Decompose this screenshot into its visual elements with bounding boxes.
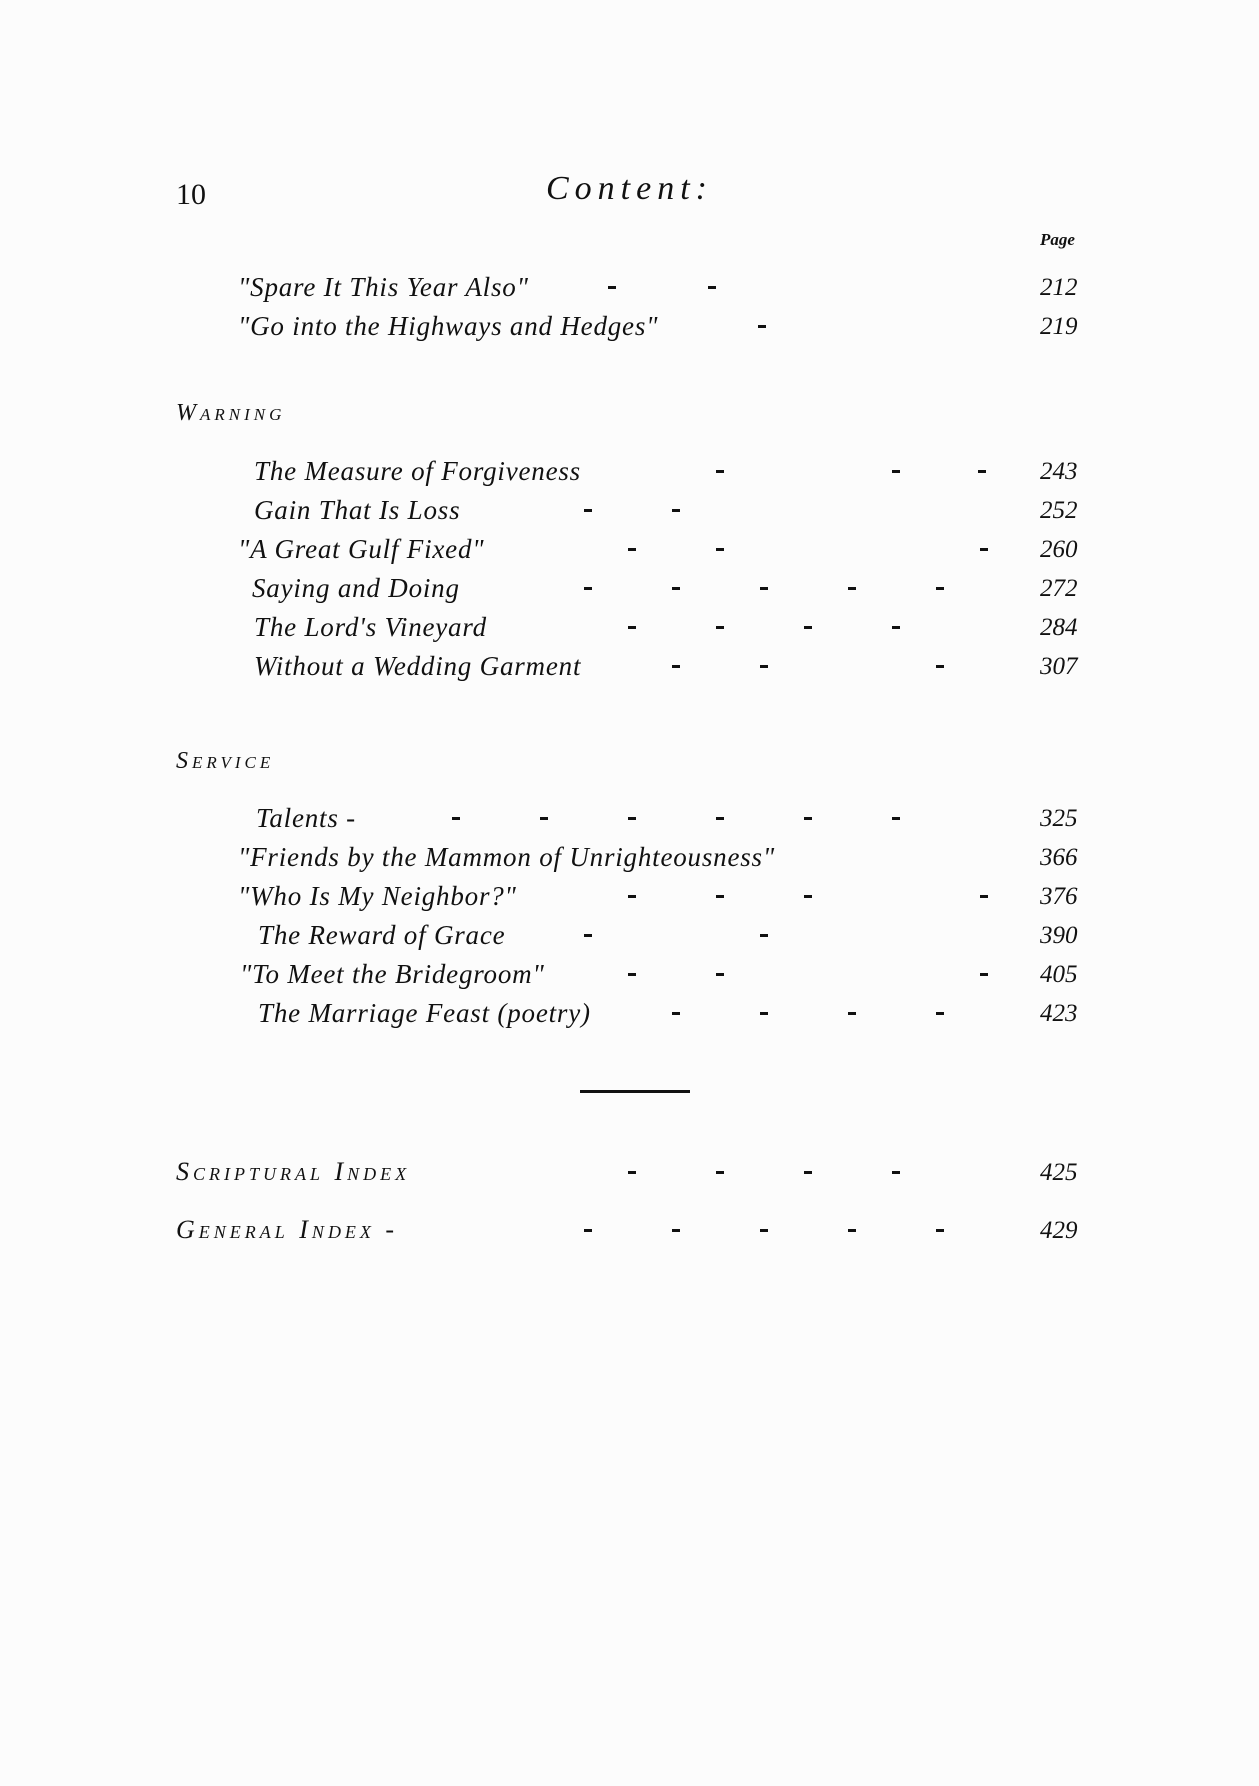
leader-dash bbox=[628, 548, 636, 551]
leader-dash bbox=[936, 665, 944, 668]
leader-dash bbox=[672, 587, 680, 590]
toc-entry-title: The Measure of Forgiveness bbox=[254, 456, 581, 486]
toc-entry-page: 376 bbox=[1040, 883, 1078, 910]
index-entry bbox=[0, 1215, 1259, 1255]
leader-dash bbox=[848, 1229, 856, 1232]
toc-entry bbox=[0, 534, 1259, 574]
toc-entry-title: Without a Wedding Garment bbox=[254, 651, 582, 681]
toc-entry-title: "Friends by the Mammon of Unrighteousness" bbox=[238, 842, 775, 872]
leader-dash bbox=[672, 509, 680, 512]
leader-dash bbox=[716, 973, 724, 976]
leader-dash bbox=[936, 587, 944, 590]
leader-dash bbox=[584, 934, 592, 937]
toc-entry-page: 219 bbox=[1040, 313, 1078, 340]
leader-dash bbox=[716, 548, 724, 551]
leader-dash bbox=[978, 470, 986, 473]
toc-entry bbox=[0, 651, 1259, 691]
toc-entry bbox=[0, 456, 1259, 496]
toc-entry-title: "Spare It This Year Also" bbox=[238, 272, 529, 302]
toc-entry-page: 243 bbox=[1040, 458, 1078, 485]
page-column-label: Page bbox=[1040, 230, 1075, 249]
leader-dash bbox=[804, 1171, 812, 1174]
leader-dash bbox=[628, 973, 636, 976]
toc-entry bbox=[0, 272, 1259, 312]
leader-dash bbox=[760, 587, 768, 590]
section-divider-rule bbox=[580, 1090, 690, 1093]
leader-dash bbox=[708, 286, 716, 289]
toc-entry bbox=[0, 959, 1259, 999]
toc-entry bbox=[0, 311, 1259, 351]
section-heading-warning: Warning bbox=[176, 400, 286, 426]
toc-entry-page: 252 bbox=[1040, 497, 1078, 524]
toc-entry-title: The Marriage Feast (poetry) bbox=[258, 998, 591, 1028]
leader-dash bbox=[760, 1012, 768, 1015]
leader-dash bbox=[980, 548, 988, 551]
index-entry-title: Scriptural Index bbox=[176, 1157, 411, 1186]
leader-dash bbox=[584, 1229, 592, 1232]
toc-entry bbox=[0, 998, 1259, 1038]
toc-entry-title: Gain That Is Loss bbox=[254, 495, 461, 525]
leader-dash bbox=[716, 817, 724, 820]
leader-dash bbox=[452, 817, 460, 820]
toc-entry bbox=[0, 842, 1259, 882]
toc-entry-title: The Reward of Grace bbox=[258, 920, 506, 950]
leader-dash bbox=[716, 470, 724, 473]
leader-dash bbox=[540, 817, 548, 820]
toc-entry bbox=[0, 881, 1259, 921]
index-entry-page: 429 bbox=[1040, 1217, 1078, 1244]
leader-dash bbox=[892, 1171, 900, 1174]
toc-entry-title: The Lord's Vineyard bbox=[254, 612, 487, 642]
section-heading-service: Service bbox=[176, 748, 275, 774]
toc-entry bbox=[0, 803, 1259, 843]
page-number: 10 bbox=[176, 178, 206, 211]
leader-dash bbox=[892, 626, 900, 629]
toc-entry-title: "Go into the Highways and Hedges" bbox=[238, 311, 659, 341]
leader-dash bbox=[760, 1229, 768, 1232]
leader-dash bbox=[628, 626, 636, 629]
leader-dash bbox=[848, 587, 856, 590]
toc-entry bbox=[0, 612, 1259, 652]
leader-dash bbox=[804, 895, 812, 898]
leader-dash bbox=[892, 470, 900, 473]
leader-dash bbox=[608, 286, 616, 289]
leader-dash bbox=[980, 895, 988, 898]
toc-entry-page: 423 bbox=[1040, 1000, 1078, 1027]
leader-dash bbox=[672, 1229, 680, 1232]
running-head: Content: bbox=[546, 170, 713, 207]
toc-entry bbox=[0, 495, 1259, 535]
leader-dash bbox=[804, 817, 812, 820]
leader-dash bbox=[584, 509, 592, 512]
toc-entry-page: 284 bbox=[1040, 614, 1078, 641]
toc-entry-page: 390 bbox=[1040, 922, 1078, 949]
leader-dash bbox=[716, 895, 724, 898]
toc-entry-page: 366 bbox=[1040, 844, 1078, 871]
toc-entry-page: 307 bbox=[1040, 653, 1078, 680]
toc-entry-title: Saying and Doing bbox=[252, 573, 460, 603]
toc-entry bbox=[0, 920, 1259, 960]
leader-dash bbox=[628, 817, 636, 820]
index-entry bbox=[0, 1157, 1259, 1197]
leader-dash bbox=[672, 665, 680, 668]
leader-dash bbox=[760, 665, 768, 668]
toc-entry-page: 212 bbox=[1040, 274, 1078, 301]
toc-entry-title: Talents - bbox=[256, 803, 356, 833]
toc-entry-page: 325 bbox=[1040, 805, 1078, 832]
leader-dash bbox=[980, 973, 988, 976]
leader-dash bbox=[758, 325, 766, 328]
leader-dash bbox=[936, 1229, 944, 1232]
leader-dash bbox=[760, 934, 768, 937]
index-entry-title: General Index - bbox=[176, 1215, 399, 1244]
leader-dash bbox=[804, 626, 812, 629]
toc-entry-title: "To Meet the Bridegroom" bbox=[240, 959, 545, 989]
leader-dash bbox=[848, 1012, 856, 1015]
leader-dash bbox=[672, 1012, 680, 1015]
leader-dash bbox=[892, 817, 900, 820]
toc-entry-page: 260 bbox=[1040, 536, 1078, 563]
leader-dash bbox=[628, 895, 636, 898]
leader-dash bbox=[584, 587, 592, 590]
leader-dash bbox=[628, 1171, 636, 1174]
toc-entry-title: "Who Is My Neighbor?" bbox=[238, 881, 517, 911]
leader-dash bbox=[716, 626, 724, 629]
toc-entry-page: 272 bbox=[1040, 575, 1078, 602]
toc-entry-title: "A Great Gulf Fixed" bbox=[238, 534, 485, 564]
leader-dash bbox=[716, 1171, 724, 1174]
index-entry-page: 425 bbox=[1040, 1159, 1078, 1186]
leader-dash bbox=[936, 1012, 944, 1015]
toc-entry-page: 405 bbox=[1040, 961, 1078, 988]
toc-entry bbox=[0, 573, 1259, 613]
